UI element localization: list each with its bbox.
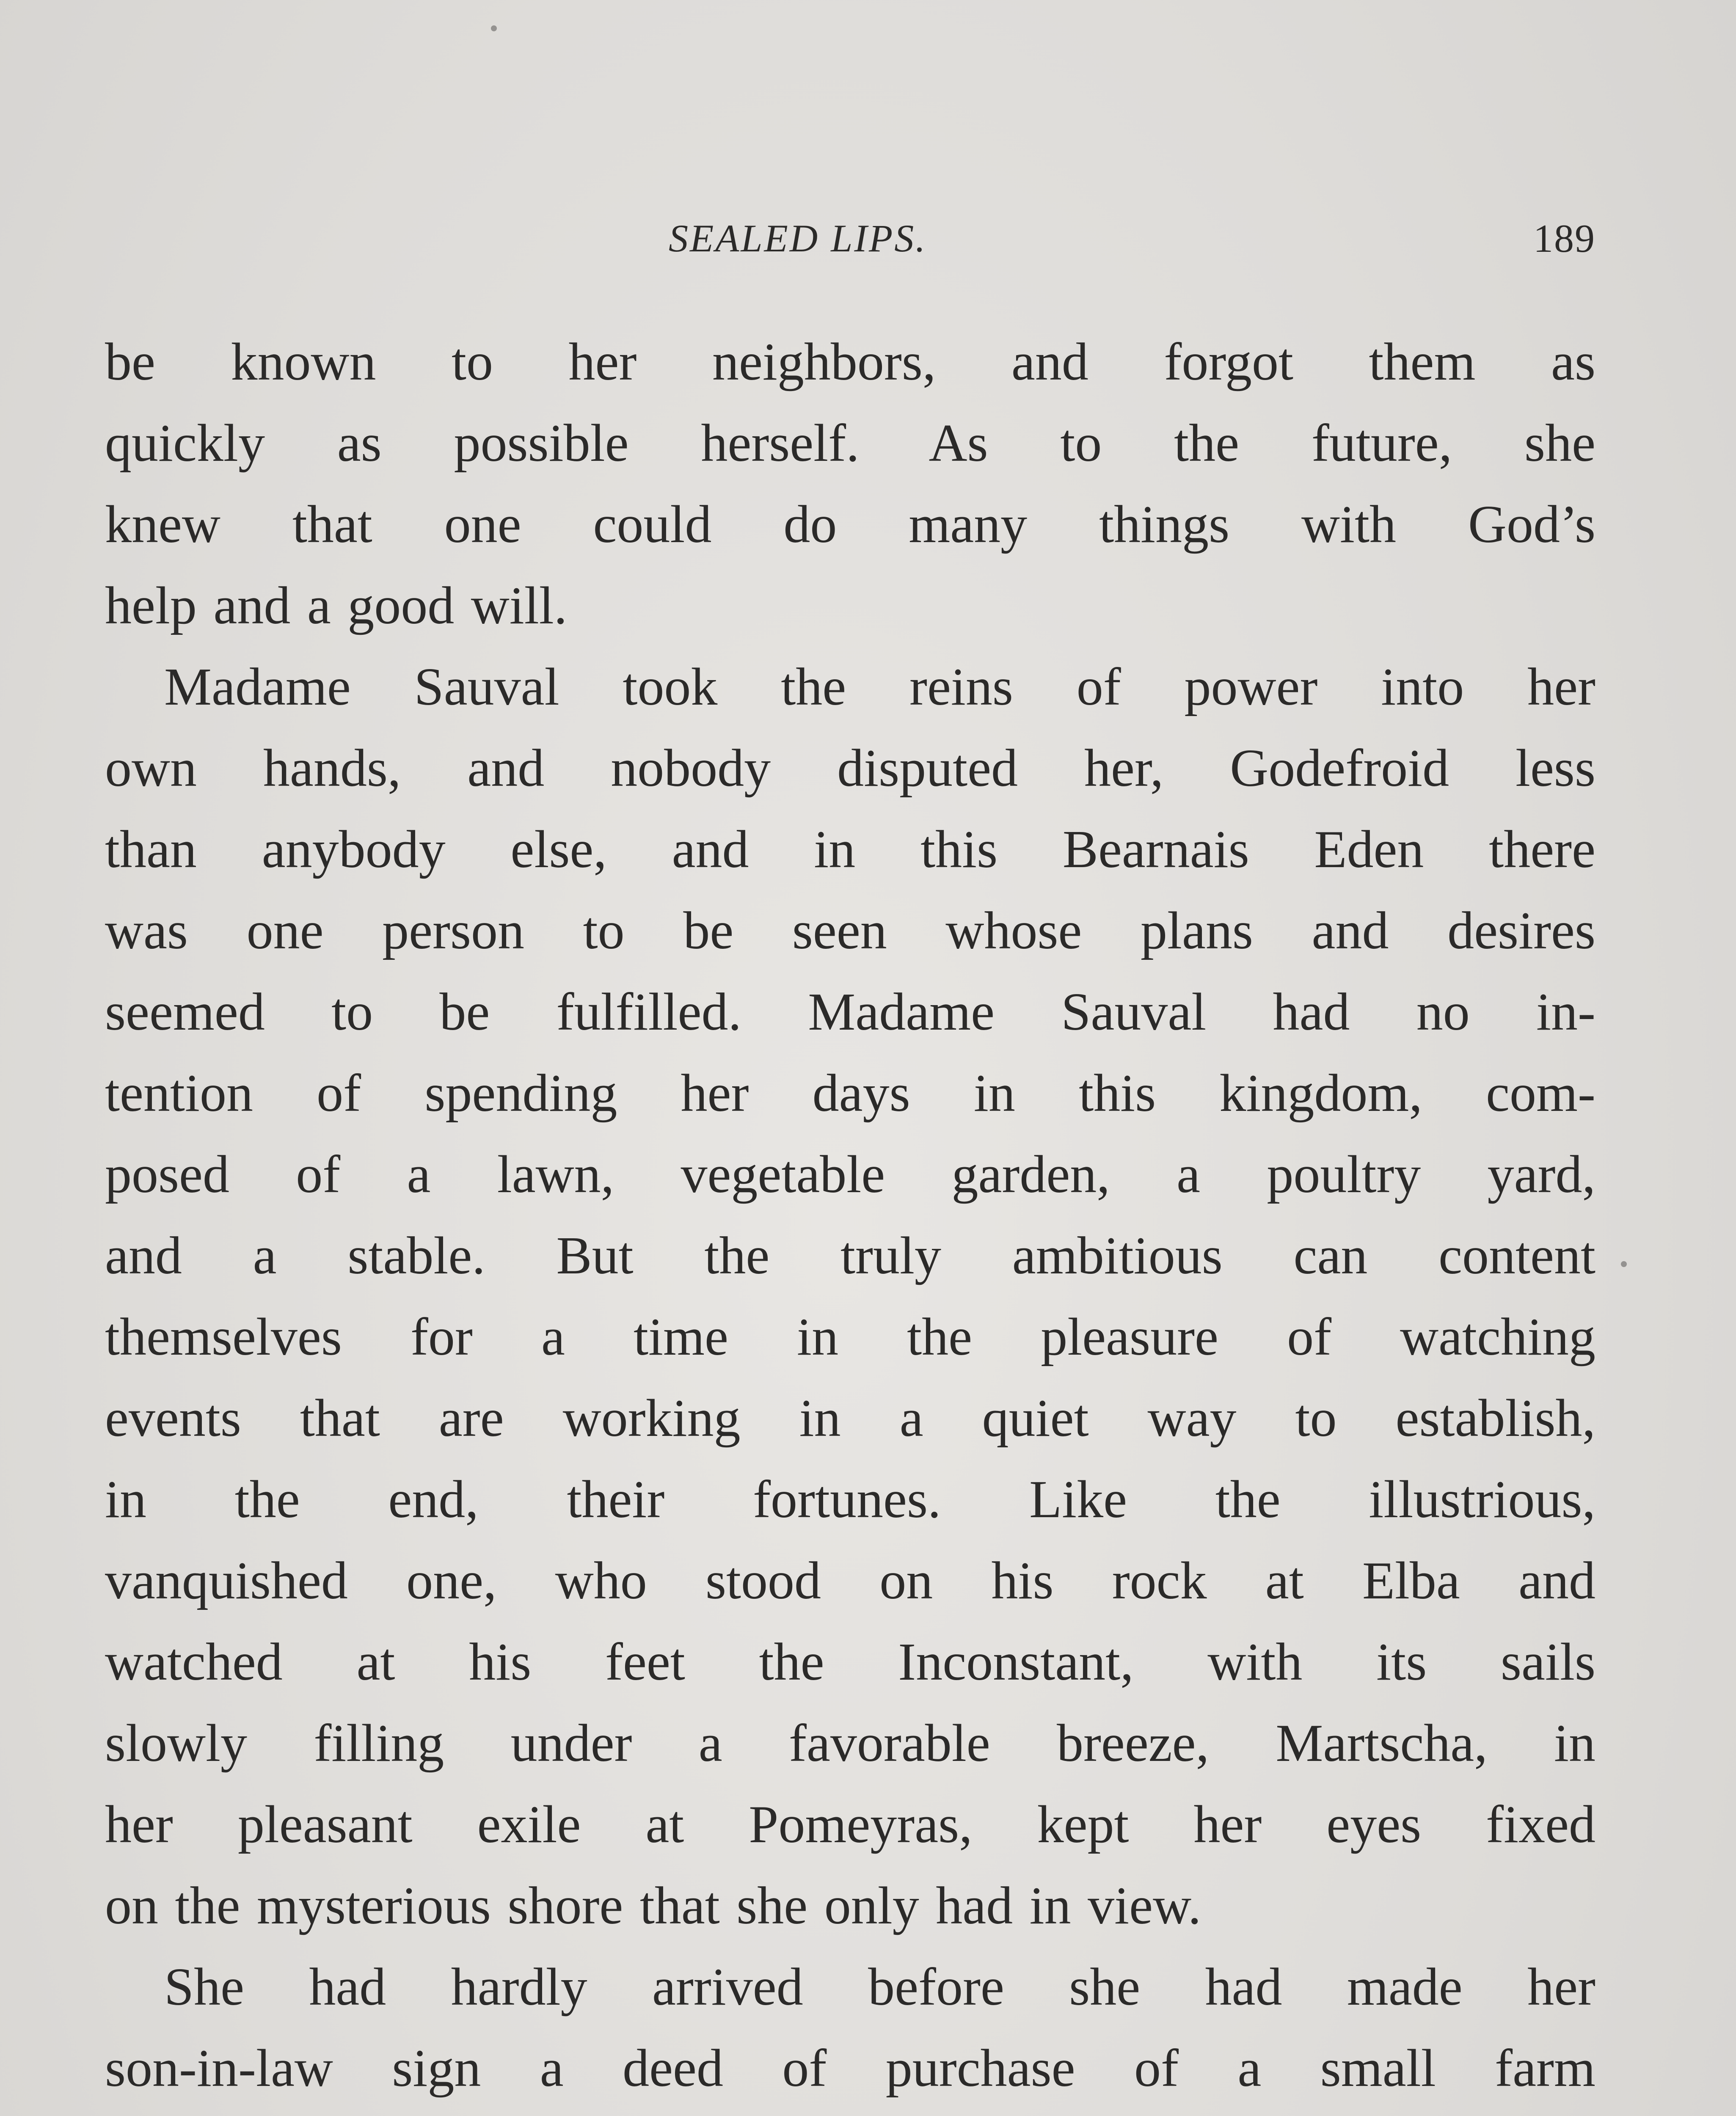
text-line: slowly filling under a favorable breeze, Martscha, in (105, 1714, 1595, 1773)
text-line: was one person to be seen whose plans and desires (105, 901, 1595, 960)
text-line: knew that one could do many things with God’s (105, 495, 1595, 554)
text-line: and a stable. But the truly ambitious can content (105, 1226, 1595, 1285)
text-line: Madame Sauval took the reins of power into her (164, 658, 1595, 716)
text-line: posed of a lawn, vegetable garden, a poultry yard, (105, 1145, 1595, 1204)
text-line: She had hardly arrived before she had made her (164, 1958, 1595, 2017)
text-line: son-in-law sign a deed of purchase of a small farm (105, 2039, 1595, 2098)
text-line: vanquished one, who stood on his rock at Elba and (105, 1551, 1595, 1610)
text-line: in the end, their fortunes. Like the illustrious, (105, 1470, 1595, 1529)
text-line: help and a good will. (105, 576, 568, 635)
body-text (105, 322, 1595, 2116)
text-line: seemed to be fulfilled. Madame Sauval had no in- (105, 983, 1595, 1041)
text-line: watched at his feet the Inconstant, with its sails (105, 1633, 1595, 1692)
text-line (105, 2109, 1595, 2116)
text-line: tention of spending her days in this kingdom, com- (105, 1064, 1595, 1123)
text-line: her pleasant exile at Pomeyras, kept her eyes fixed (105, 1795, 1595, 1854)
text-line: on the mysterious shore that she only had in view. (105, 1876, 1201, 1935)
text-line: be known to her neighbors, and forgot them as (105, 333, 1595, 391)
text-line: than anybody else, and in this Bearnais Eden there (105, 820, 1595, 879)
print-speck (491, 25, 497, 31)
paragraph (105, 322, 1595, 647)
text-line: own hands, and nobody disputed her, Godefroid less (105, 739, 1595, 798)
paragraph (105, 1947, 1595, 2116)
page-header (106, 216, 1595, 275)
text-line: quickly as possible herself. As to the future, she (105, 414, 1595, 473)
page-number: 189 (1533, 217, 1595, 261)
paragraph (105, 647, 1595, 1947)
print-speck (1621, 1261, 1627, 1267)
text-line: themselves for a time in the pleasure of watching (105, 1308, 1595, 1367)
text-line: events that are working in a quiet way to establish, (105, 1389, 1595, 1448)
running-head: SEALED LIPS. (669, 217, 927, 260)
